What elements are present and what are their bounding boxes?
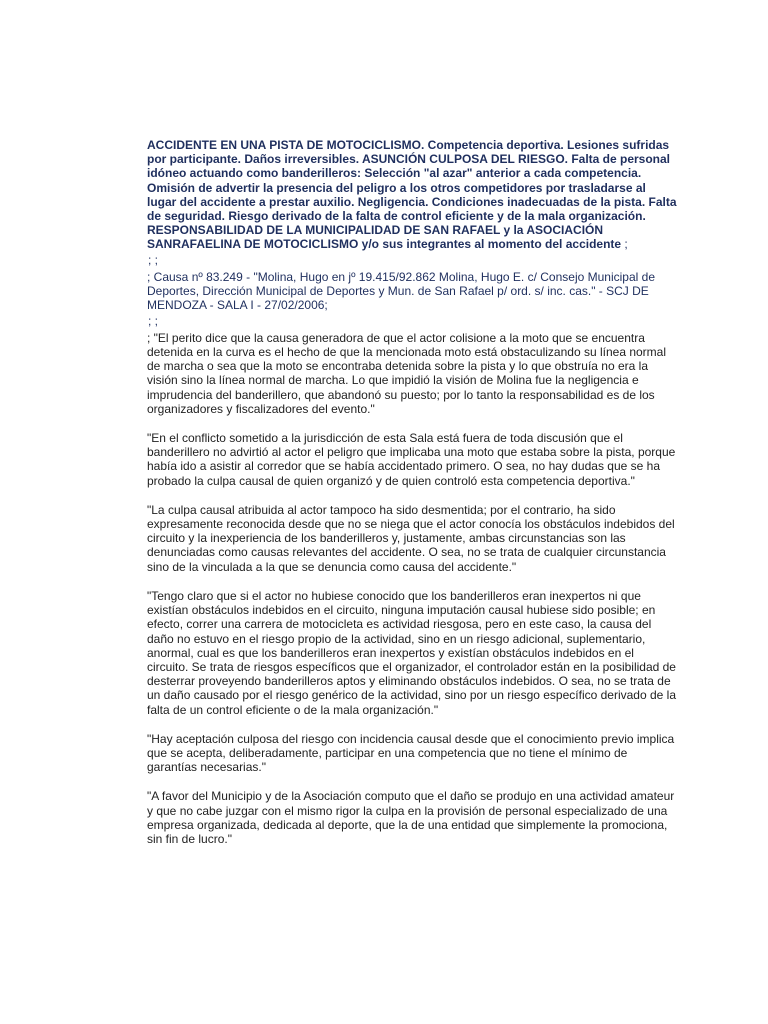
headline-text: ACCIDENTE EN UNA PISTA DE MOTOCICLISMO. Competencia deportiva. Lesiones sufridas por participante. Daños irreversibles. ASUNCIÓN CULPOSA DEL RIESGO. Falta de personal idóneo actuando como banderilleros: Selección "al azar" anterior a cada competencia. Omisión de advertir la presencia del peligro a los otros competidores por trasladarse al lugar del accidente a prestar auxilio. Negligencia. Condiciones inadecuadas de la pista. Falta de seguridad. Riesgo derivado de la falta de control eficiente y de la mala organización. RESPONSABILIDAD DE LA MUNICIPALIDAD DE SAN RAFAEL y la ASOCIACIÓN SANRAFAELINA DE MOTOCICLISMO y/o sus integrantes al momento del accidente: [147, 138, 677, 252]
document-headline: [147, 138, 677, 252]
separator-2: ; ;: [148, 313, 159, 328]
quote-paragraph: "Tengo claro que si el actor no hubiese conocido que los banderilleros eran inexpertos ni que existían obstáculos indebidos en el circuito, ninguna imputación causal hubiese sido posible; en efecto, correr una carrera de motocicleta es actividad riesgosa, pero en este caso, la causa del daño no estuvo en el riesgo propio de la actividad, sino en un riesgo adicional, suplementario, anormal, cual es que los banderilleros eran inexpertos y existían obstáculos indebidos en el circuito. Se trata de riesgos específicos que el organizador, el controlador están en la posibilidad de desterrar proveyendo banderilleros aptos y eliminando obstáculos indebidos. O sea, no se trata de un daño causado por el riesgo genérico de la actividad, sino por un riesgo específico derivado de la falta de un control eficiente o de la mala organización.": [147, 588, 677, 717]
case-citation-tail: ;: [324, 298, 328, 313]
quote-paragraph: "En el conflicto sometido a la jurisdicción de esta Sala está fuera de toda discusión que el banderillero no advirtió al actor el peligro que implicaba una moto que estaba sobre la pista, porque había ido a asistir al corredor que se había accidentado primero. O sea, no hay dudas que se ha probado la culpa causal de quien organizó y de quien controló esta competencia deportiva.": [147, 431, 676, 488]
case-citation-text: ; Causa nº 83.249 - "Molina, Hugo en jº 19.415/92.862 Molina, Hugo E. c/ Consejo Municipal de Deportes, Dirección Municipal de Deportes y Mun. de San Rafael p/ ord. s/ inc. cas." - SCJ DE MENDOZA - SALA I - 27/02/2006: [147, 269, 655, 313]
document-page: [147, 138, 677, 846]
case-citation: [147, 270, 677, 313]
quote-paragraph: ; "El perito dice que la causa generadora de que el actor colisione a la moto que se encuentra detenida en la curva es el hecho de que la mencionada moto está obstaculizando su línea normal de marcha o sea que la moto se encontraba detenida sobre la pista y lo que obstruía no era la visión sino la línea normal de marcha. Lo que impidió la visión de Molina fue la negligencia e imprudencia del banderillero, que abandonó su puesto; por lo tanto la responsabilidad es de los organizadores y fiscalizadores del evento.": [147, 330, 667, 416]
separator-1: ; ;: [148, 252, 159, 267]
quote-paragraph: "Hay aceptación culposa del riesgo con incidencia causal desde que el conocimiento previo implica que se acepta, deliberadamente, participar en una competencia que no tiene el mínimo de garantías necesarias.": [147, 731, 675, 775]
quote-paragraph: "A favor del Municipio y de la Asociación computo que el daño se produjo en una actividad amateur y que no cabe juzgar con el mismo rigor la culpa en la provisión de personal especializado de una empresa organizada, dedicada al deporte, que la de una entidad que simplemente la promociona, sin fin de lucro.": [147, 789, 675, 846]
quote-paragraph: "La culpa causal atribuida al actor tampoco ha sido desmentida; por el contrario, ha sido expresamente reconocida desde que no se niega que el actor conocía los obstáculos indebidos del circuito y la inexperiencia de los banderilleros y, justamente, ambas circunstancias son las denunciadas como causas relevantes del accidente. O sea, no se trata de cualquier circunstancia sino de la vinculada a la que se denuncia como causa del accidente.": [147, 502, 675, 574]
headline-tail: ;: [621, 237, 628, 252]
